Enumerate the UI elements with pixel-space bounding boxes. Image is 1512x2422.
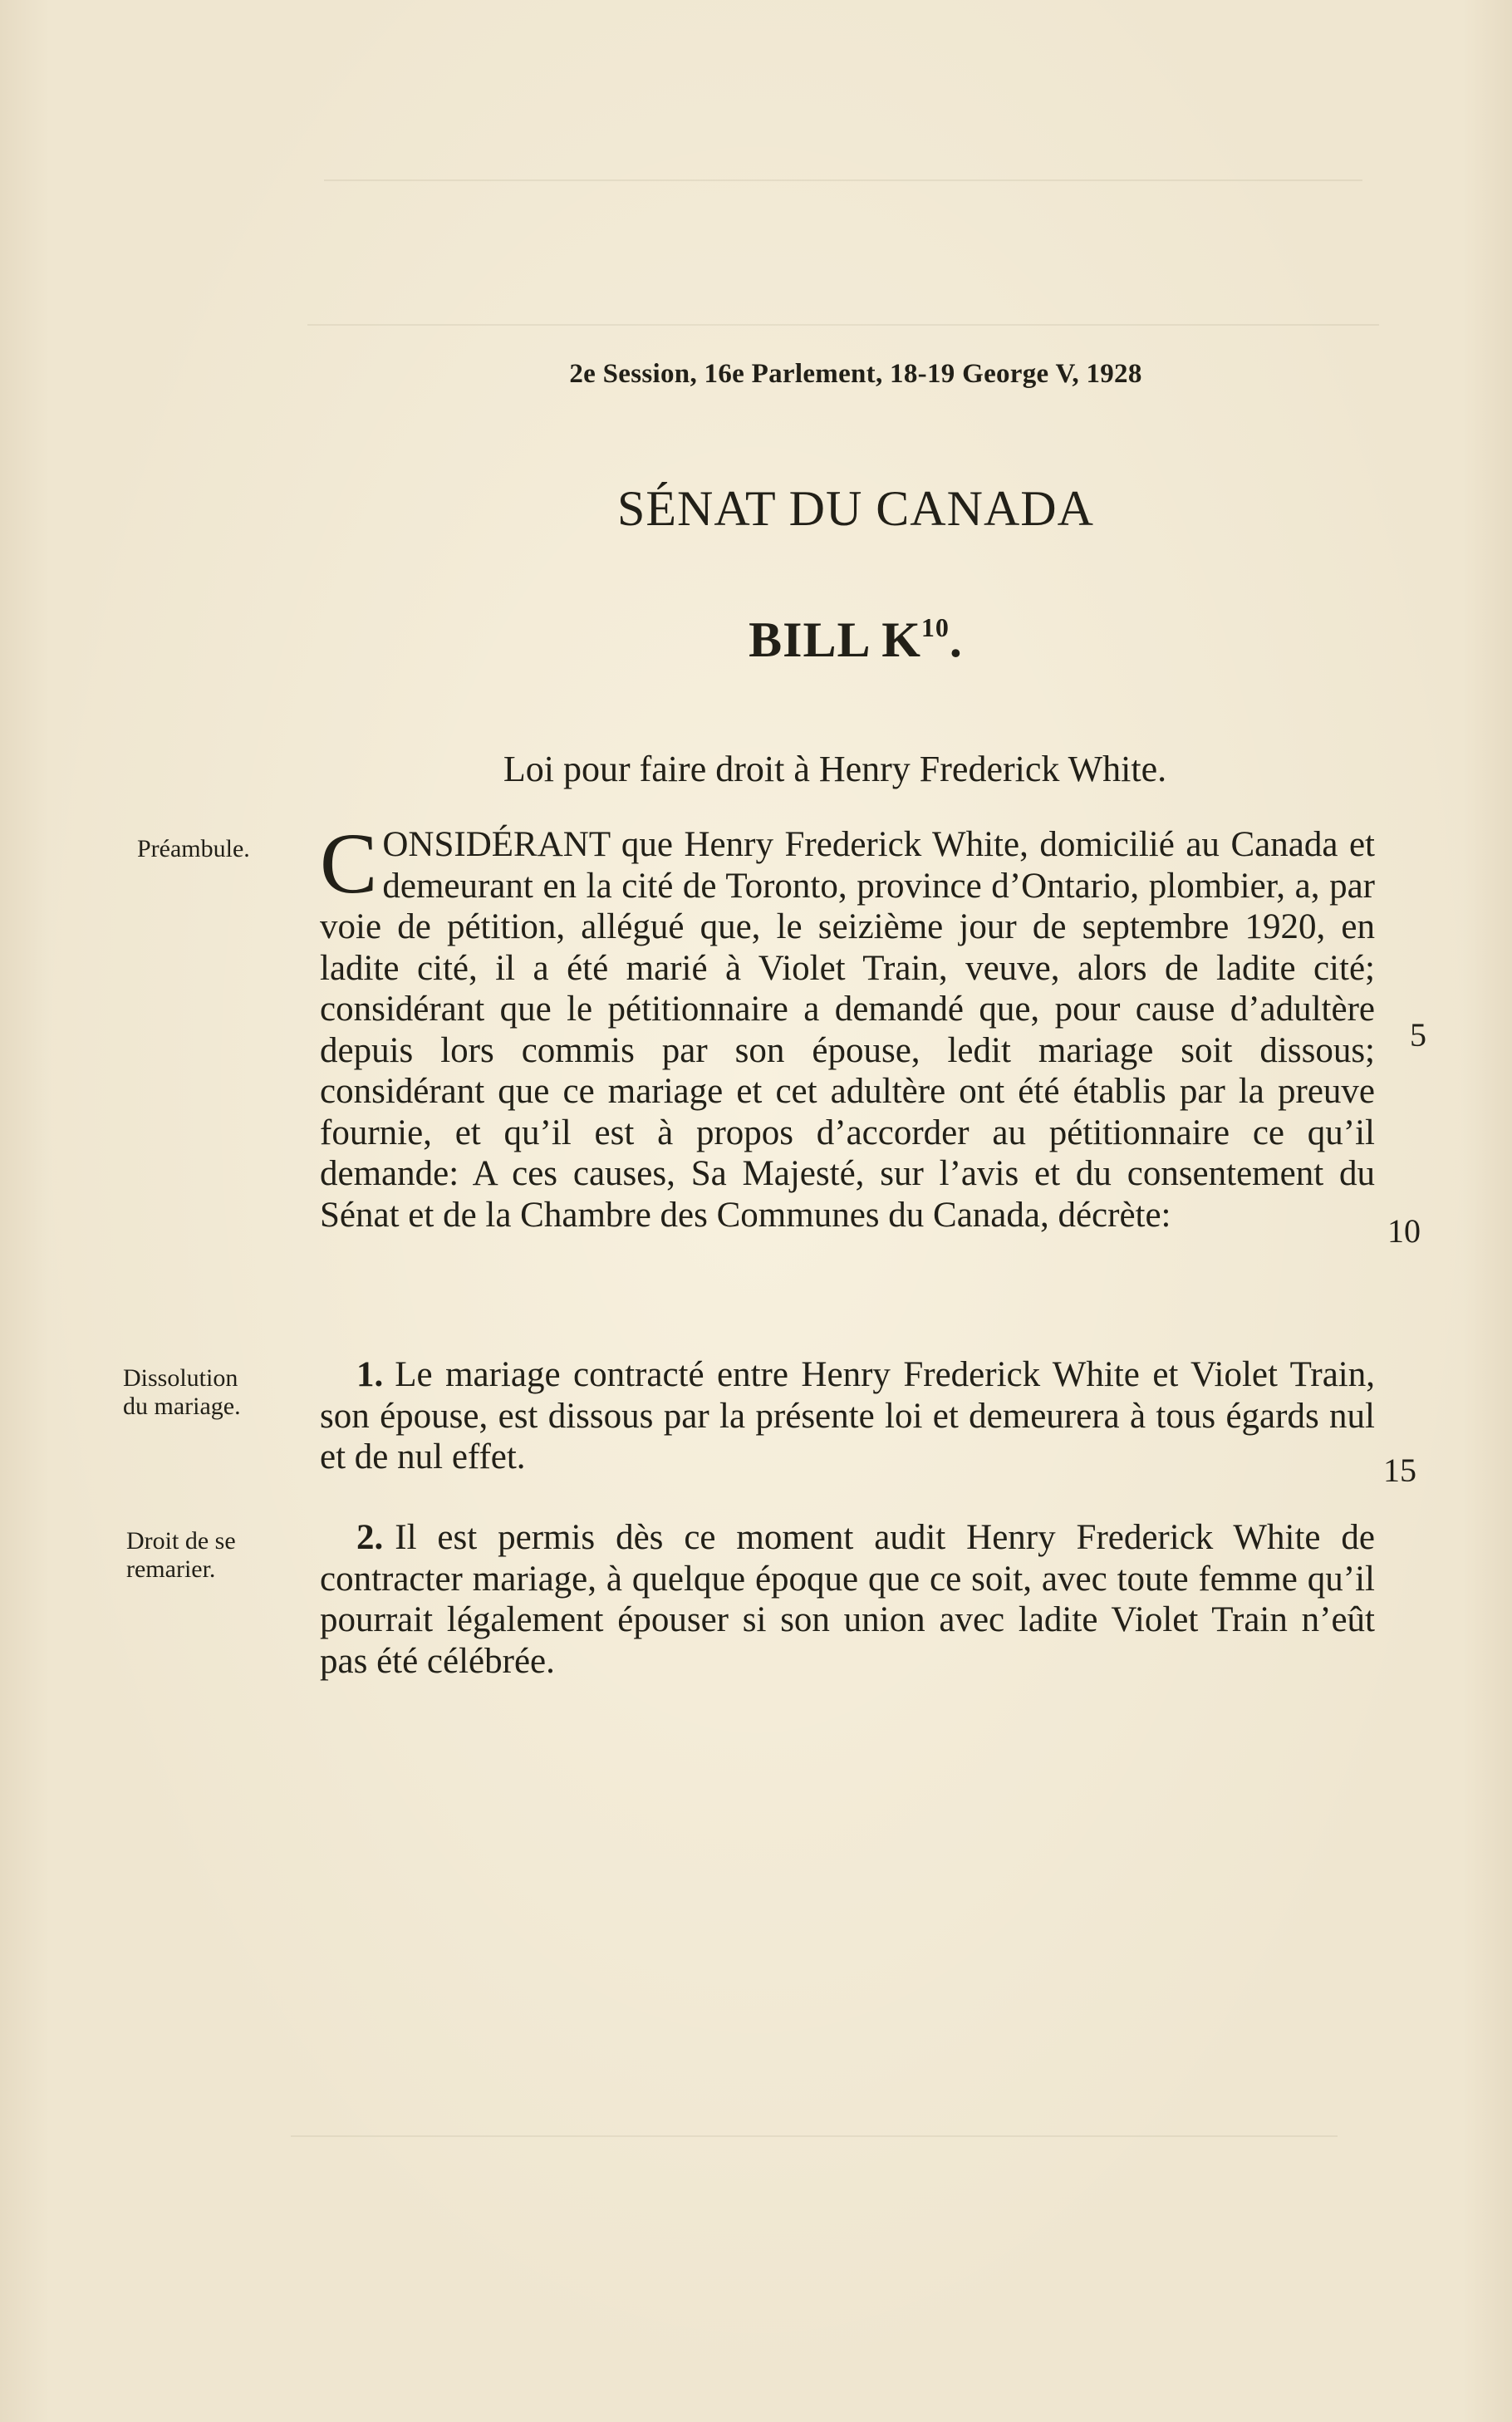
section-number-2: 2. [356,1518,384,1557]
section-number-1: 1. [356,1355,384,1394]
margin-note-dissolution-line-1: Dissolution [123,1364,238,1392]
section-text-1: Le mariage contracté entre Henry Frederick White et Violet Train, son épouse, est dissous par la présente loi et demeurera à tous égards nul et de nul effet. [320,1355,1375,1476]
section-2 [320,1517,1375,1682]
drop-cap: C [320,816,378,911]
margin-note-remarry-line-1: Droit de se [126,1527,236,1555]
bill-suffix: . [949,612,963,667]
bill-label: BILL K [749,612,921,667]
bill-number-superscript: 10 [920,612,950,642]
margin-note-dissolution-line-2: du mariage. [123,1393,241,1420]
preamble-text: ONSIDÉRANT que Henry Frederick White, domicilié au Canada et demeurant en la cité de Toronto, province d’Ontario, plombier, a, par voie de pétition, allégué que, le seizième jour de septembre 1920, en ladite cité, il a été marié à Violet Train, veuve, alors de ladite cité; considérant que le pétitionnaire a demandé que, pour cause d’adultère depuis lors commis par son épouse, ledit mariage soit dissous; considérant que ce mariage et cet adultère ont été établis par la preuve fournie, et qu’il est à propos d’accorder au pétitionnaire ce qu’il demande: A ces causes, Sa Majesté, sur l’avis et du consentement du Sénat et de la Chambre des Communes du Canada, décrète: [320,825,1375,1235]
margin-note-dissolution [123,1364,289,1421]
margin-note-preamble [137,835,303,863]
act-title: Loi pour faire droit à Henry Frederick White. [503,749,1167,789]
line-number-15: 15 [1383,1452,1416,1489]
session-header: 2e Session, 16e Parlement, 18-19 George V, 1928 [569,359,1142,389]
margin-note-remarry-line-2: remarier. [126,1555,216,1583]
show-through-rule [324,179,1362,181]
senate-title: SÉNAT DU CANADA [617,481,1094,536]
preamble-paragraph [320,816,1375,1236]
show-through-rule [307,324,1379,326]
bill-title [0,612,1512,669]
margin-note-remarry [126,1527,292,1584]
section-text-2: Il est permis dès ce moment audit Henry Frederick White de contracter mariage, à quelque époque que ce soit, avec toute femme qu’il pourrait légalement épouser si son union avec ladite Violet Train n’eût pas été célébrée. [320,1518,1375,1681]
section-1 [320,1354,1375,1478]
line-number-5: 5 [1410,1016,1426,1054]
show-through-rule [291,2135,1338,2137]
line-number-10: 10 [1387,1212,1421,1250]
margin-note-preamble-text: Préambule. [137,835,250,862]
